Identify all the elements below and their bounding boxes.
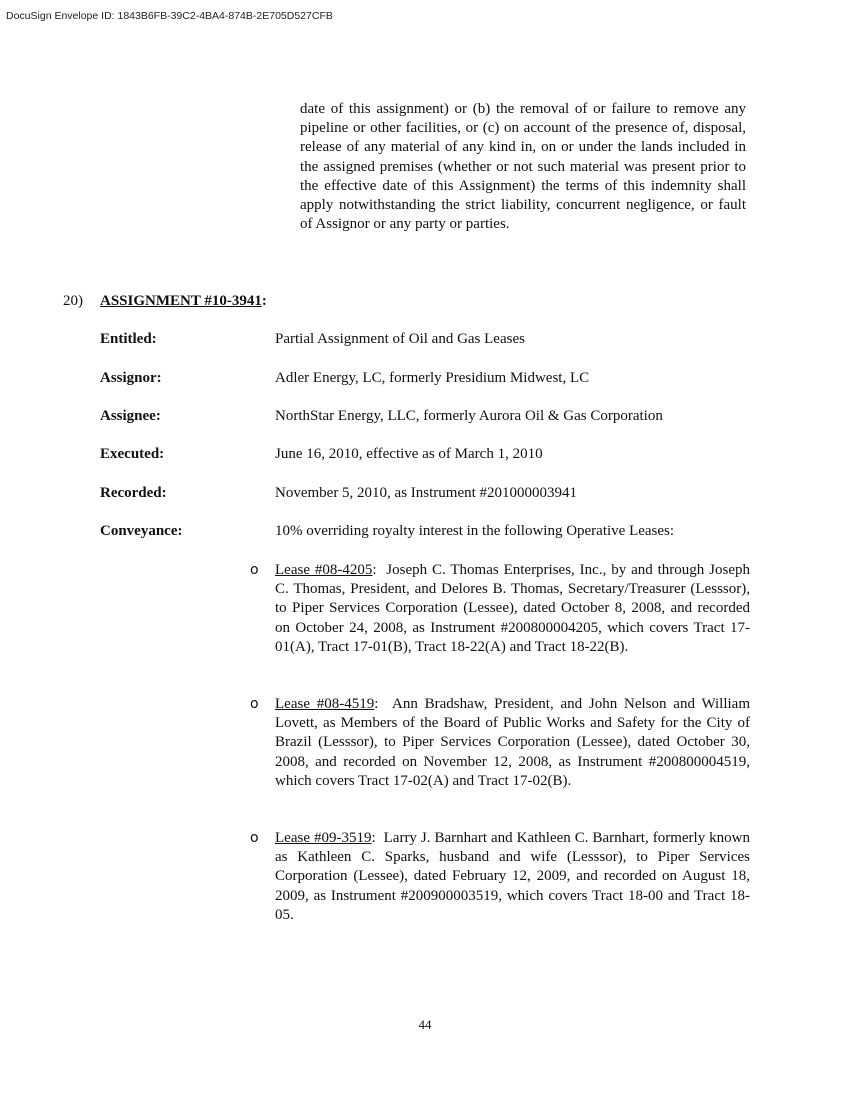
assignor-label: Assignor: <box>100 370 162 386</box>
assignor-value: Adler Energy, LC, formerly Presidium Midwest, LC <box>275 370 590 386</box>
assignee-label: Assignee: <box>100 408 161 424</box>
docusign-envelope-id: DocuSign Envelope ID: 1843B6FB-39C2-4BA4-874B-2E705D527CFB <box>6 10 333 22</box>
conveyance-value: 10% overriding royalty interest in the following Operative Leases: <box>275 523 675 539</box>
lease-separator: : <box>372 562 377 578</box>
lease-id: Lease #08-4519 <box>275 696 375 712</box>
lease-separator: : <box>371 830 376 846</box>
page-number: 44 <box>418 1017 432 1032</box>
continuation-paragraph: date of this assignment) or (b) the removal of or failure to remove any pipeline or other facilities, or (c) on account of the presence of, disposal, release of any material of any kind in, on or under the lands included in the assigned premises (whether or not such material was present prior to the effective date of this Assignment) the terms of this indemnity shall apply notwithstanding the strict liability, concurrent negligence, or fault of Assignor or any party or parties. <box>300 101 746 233</box>
lease-separator: : <box>374 696 379 712</box>
bullet-circle-icon: o <box>250 696 259 712</box>
recorded-label: Recorded: <box>100 485 167 501</box>
lease-item <box>275 695 750 791</box>
lease-description: Joseph C. Thomas Enterprises, Inc., by and through Joseph C. Thomas, President, and Delores B. Thomas, Secretary/Treasurer (Lesssor), to Piper Services Corporation (Lessee), dated October 8, 2008, and recorded on October 24, 2008, as Instrument #200800004205, which covers Tract 17-01(A), Tract 17-01(B), Tract 18-22(A) and Tract 18-22(B). <box>275 562 751 655</box>
section-number: 20) <box>63 293 83 309</box>
lease-description: Ann Bradshaw, President, and John Nelson and William Lovett, as Members of the Board of Public Works and Safety for the City of Brazil (Lesssor), to Piper Services Corporation (Lessee), dated October 30, 2008, and recorded on November 12, 2008, as Instrument #200800004519, which covers Tract 17-02(A) and Tract 17-02(B). <box>275 696 751 789</box>
conveyance-label: Conveyance: <box>100 523 183 539</box>
entitled-value: Partial Assignment of Oil and Gas Leases <box>275 331 525 347</box>
recorded-value: November 5, 2010, as Instrument #201000003941 <box>275 485 578 501</box>
executed-value: June 16, 2010, effective as of March 1, 2010 <box>275 446 543 462</box>
section-title <box>100 292 267 311</box>
lease-item <box>275 829 750 925</box>
bullet-circle-icon: o <box>250 562 259 578</box>
entitled-label: Entitled: <box>100 331 157 347</box>
lease-description: Larry J. Barnhart and Kathleen C. Barnhart, formerly known as Kathleen C. Sparks, husband and wife (Lesssor), to Piper Services Corporation (Lessee), dated February 12, 2009, and recorded on August 18, 2009, as Instrument #200900003519, which covers Tract 18-00 and Tract 18-05. <box>275 830 751 923</box>
lease-id: Lease #08-4205 <box>275 562 373 578</box>
bullet-circle-icon: o <box>250 830 259 846</box>
assignee-value: NorthStar Energy, LLC, formerly Aurora Oil & Gas Corporation <box>275 408 663 424</box>
lease-id: Lease #09-3519 <box>275 830 372 846</box>
executed-label: Executed: <box>100 446 165 462</box>
section-title-colon: : <box>261 293 267 309</box>
section-title-text: ASSIGNMENT #10-3941 <box>100 293 262 309</box>
lease-item <box>275 561 750 657</box>
